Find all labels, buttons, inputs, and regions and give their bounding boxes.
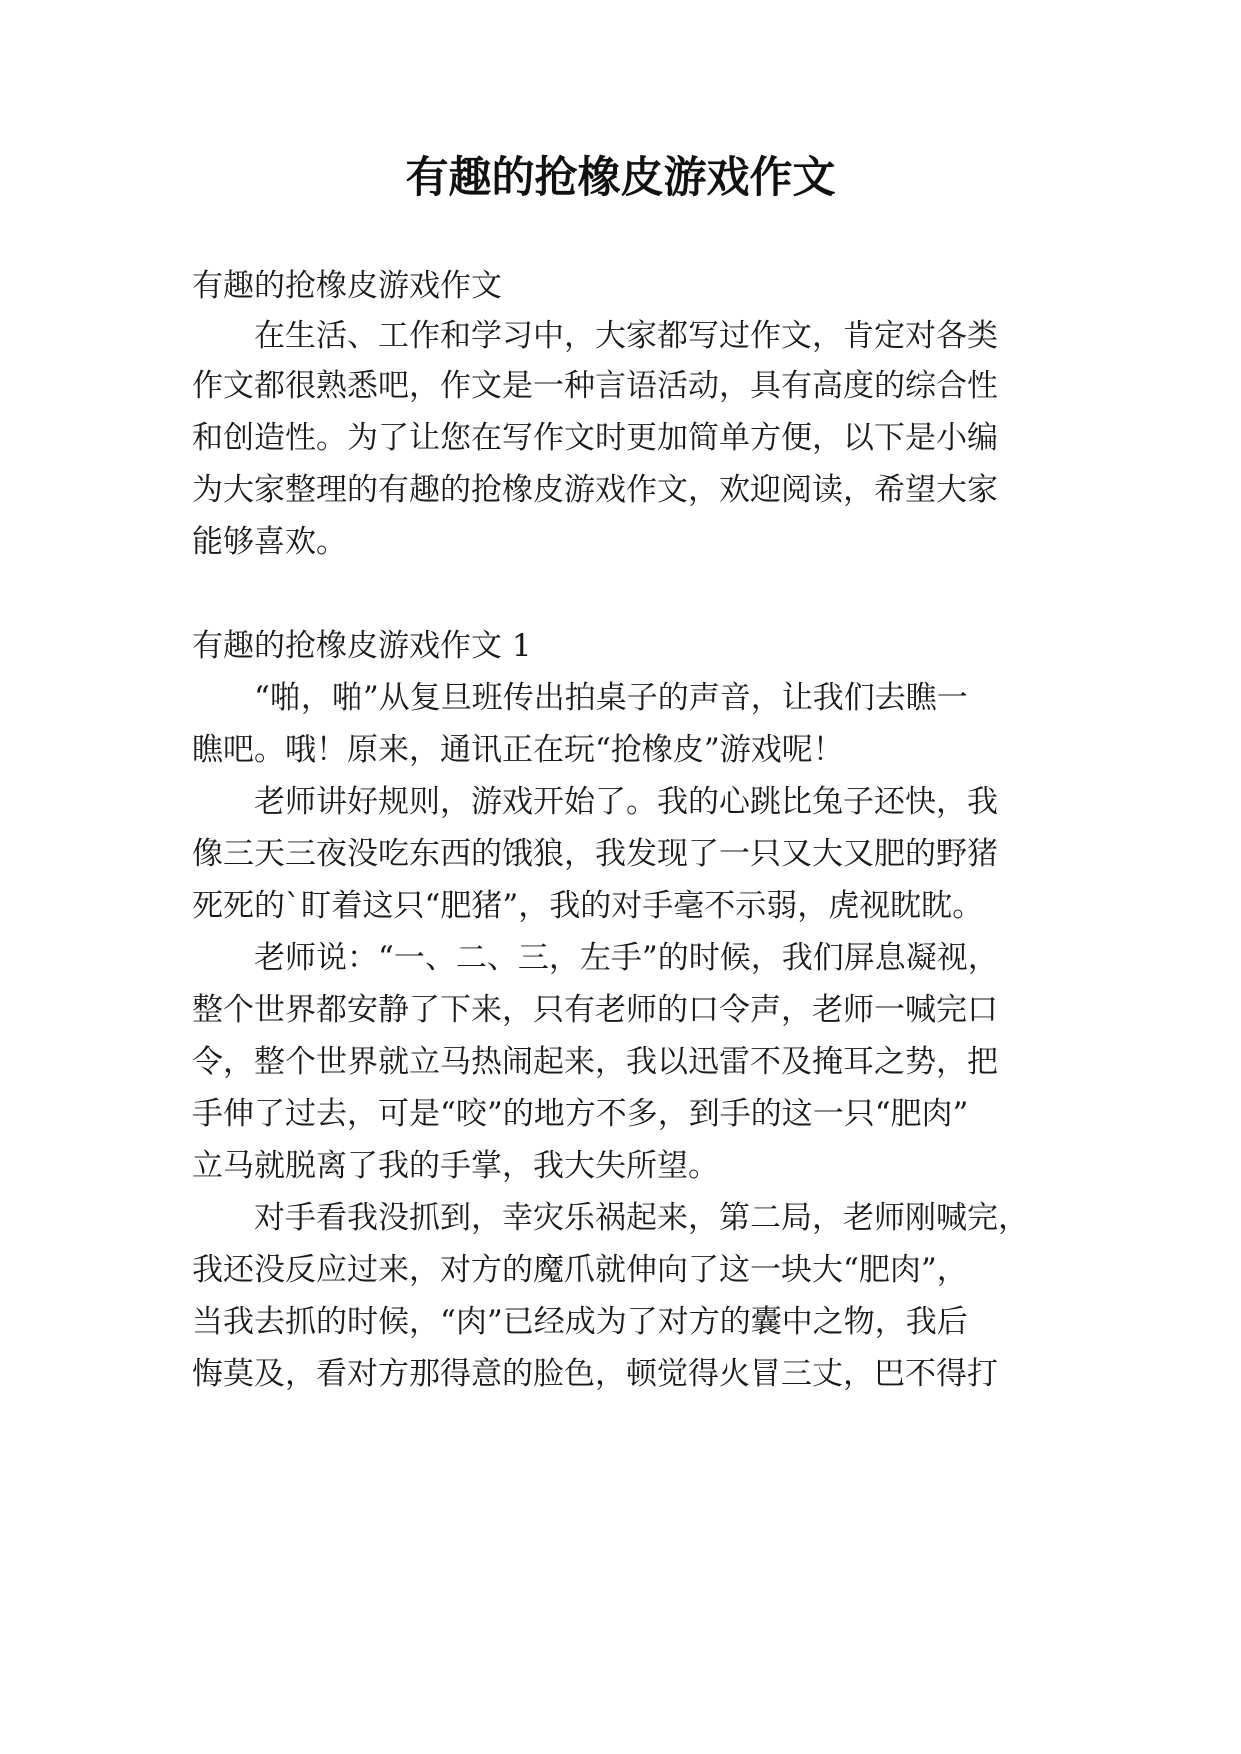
- paragraph-line: 像三天三夜没吃东西的饿狼，我发现了一只又大又肥的野猪: [192, 836, 998, 872]
- paragraph-line: 为大家整理的有趣的抢橡皮游戏作文，欢迎阅读，希望大家: [192, 472, 998, 508]
- paragraph-line: 令，整个世界就立马热闹起来，我以迅雷不及掩耳之势，把: [192, 1044, 998, 1080]
- paragraph-line: 悔莫及，看对方那得意的脸色，顿觉得火冒三丈，巴不得打: [192, 1356, 998, 1392]
- paragraph-line: 老师讲好规则，游戏开始了。我的心跳比兔子还快，我: [192, 784, 998, 820]
- document-title: 有趣的抢橡皮游戏作文: [405, 153, 836, 203]
- heading-line: 有趣的抢橡皮游戏作文 1: [192, 628, 532, 664]
- paragraph-line: 老师说：“一、二、三，左手”的时候，我们屏息凝视，: [192, 940, 999, 976]
- paragraph-line: 死死的`盯着这只“肥猪”，我的对手毫不示弱，虎视眈眈。: [192, 888, 984, 924]
- paragraph-line: 瞧吧。哦！原来，通讯正在玩“抢橡皮”游戏呢！: [192, 732, 844, 768]
- paragraph-line: 作文都很熟悉吧，作文是一种言语活动，具有高度的综合性: [192, 368, 998, 404]
- paragraph-line: 我还没反应过来，对方的魔爪就伸向了这一块大“肥肉”，: [192, 1252, 968, 1288]
- paragraph-line: 当我去抓的时候，“肉”已经成为了对方的囊中之物，我后: [192, 1304, 968, 1340]
- heading-line: 有趣的抢橡皮游戏作文: [192, 268, 502, 304]
- paragraph-line: “啪，啪”从复旦班传出拍桌子的声音，让我们去瞧一: [192, 680, 968, 716]
- paragraph-line: 在生活、工作和学习中，大家都写过作文，肯定对各类: [192, 318, 998, 354]
- paragraph-line: 和创造性。为了让您在写作文时更加简单方便，以下是小编: [192, 420, 998, 456]
- paragraph-line: 立马就脱离了我的手掌，我大失所望。: [192, 1148, 719, 1184]
- paragraph-line: 对手看我没抓到，幸灾乐祸起来，第二局，老师刚喊完，: [192, 1200, 1029, 1236]
- paragraph-line: 能够喜欢。: [192, 524, 347, 560]
- paragraph-line: 整个世界都安静了下来，只有老师的口令声，老师一喊完口: [192, 992, 998, 1028]
- paragraph-line: 手伸了过去，可是“咬”的地方不多，到手的这一只“肥肉”: [192, 1096, 969, 1132]
